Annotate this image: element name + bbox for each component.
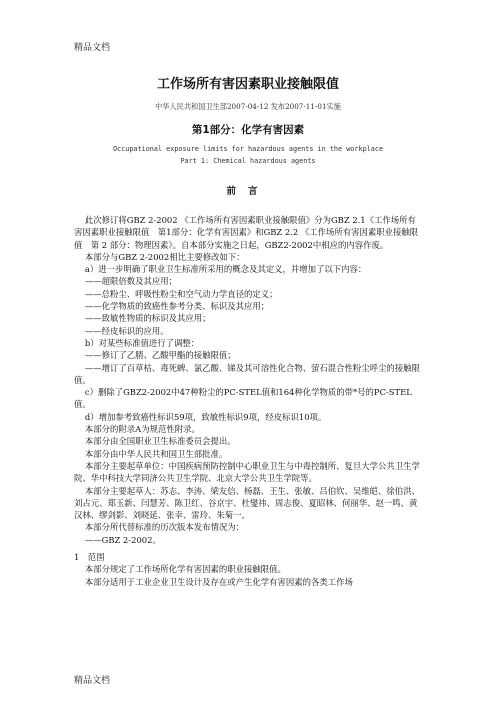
paragraph: 本部分由中华人民共和国卫生部批准。	[84, 448, 228, 459]
paragraph: 此次修订将GBZ 2-2002 《工作场所有害因素职业接触限值》分为GBZ 2.1《工作场所有害因素职业接触限值 第1部分：化学有害因素》和GBZ 2.2 《工作场所有害因素职业接触限值 第 2 部分：物理因素》。自本部分实施之日起，GBZ2-2002中相应的内容作废。	[74, 215, 419, 250]
list-item: ——超限倍数及其应用；	[84, 276, 178, 287]
list-item: ——修订了乙腈、乙酸甲酯的接触限值；	[84, 350, 236, 361]
paragraph: d）增加参考致癌性标识59项，致敏性标识9项，经皮标识10项。	[84, 411, 327, 422]
list-item: ——化学物质的致癌性参考分类、标识及其应用；	[84, 301, 270, 312]
paragraph: 本部分与GBZ 2-2002相比主要修改如下：	[84, 251, 245, 262]
paragraph: 本部分由全国职业卫生标准委员会提出。	[84, 436, 236, 447]
list-item: ——总粉尘、呼吸性粉尘和空气动力学直径的定义；	[84, 288, 278, 299]
page-header: 精品文档	[74, 43, 111, 53]
list-item: ——经皮标识的应用。	[84, 325, 169, 336]
english-part-title: Part 1: Chemical hazardous agents	[180, 157, 316, 165]
section-heading: 1 范围	[74, 552, 105, 563]
foreword-heading: 前言	[226, 186, 270, 197]
issuer-line: 中华人民共和国卫生部2007-04-12 发布2007-11-01实施	[155, 102, 341, 111]
paragraph: 本部分所代替标准的历次版本发布情况为：	[84, 522, 245, 533]
document-title: 工作场所有害因素职业接触限值	[156, 77, 339, 92]
document-body	[74, 214, 424, 588]
paragraph: c）删除了GBZ2-2002中47种粉尘的PC-STEL值和164种化学物质的带*号的PC-STEL值。	[74, 387, 412, 410]
page-footer: 精品文档	[74, 676, 111, 686]
list-item: ——致敏性物质的标识及其应用；	[84, 313, 211, 324]
part-title: 第1部分：化学有害因素	[191, 124, 305, 136]
english-title: Occupational exposure limits for hazardous agents in the workplace	[112, 145, 384, 153]
paragraph: 本部分的附录A为规范性附录。	[84, 424, 200, 435]
list-item: ——增订了百草枯、毒死蜱、氯乙酸、锑及其可溶性化合物、萤石混合性粉尘呼尘的接触限值。	[74, 362, 420, 385]
paragraph: 本部分主要起草单位：中国疾病预防控制中心职业卫生与中毒控制所、复旦大学公共卫生学院、华中科技大学同济公共卫生学院、北京大学公共卫生学院等。	[74, 460, 420, 484]
paragraph: 本部分主要起草人：苏志、李涛、梁友信、杨磊、王生、张敏、吕伯钦、吴维皑、徐伯洪、刘占元、郑玉新、闫慧芳、陈卫红、谷京宇、杜燮祎、周志俊、夏昭林、何丽华、赵一鸣、黄汉林、缪剑影、刘晓延、张幸、雷玲、朱菊一。	[74, 485, 420, 521]
list-item: ——GBZ 2-2002。	[84, 534, 161, 545]
paragraph: a）进一步明确了职业卫生标准所采用的概念及其定义，并增加了以下内容：	[84, 264, 367, 275]
paragraph: b）对某些标准值进行了调整：	[84, 337, 200, 348]
paragraph: 本部分适用于工业企业卫生设计及存在或产生化学有害因素的各类工作场	[84, 576, 353, 587]
paragraph: 本部分规定了工作场所化学有害因素的职业接触限值。	[84, 564, 286, 575]
